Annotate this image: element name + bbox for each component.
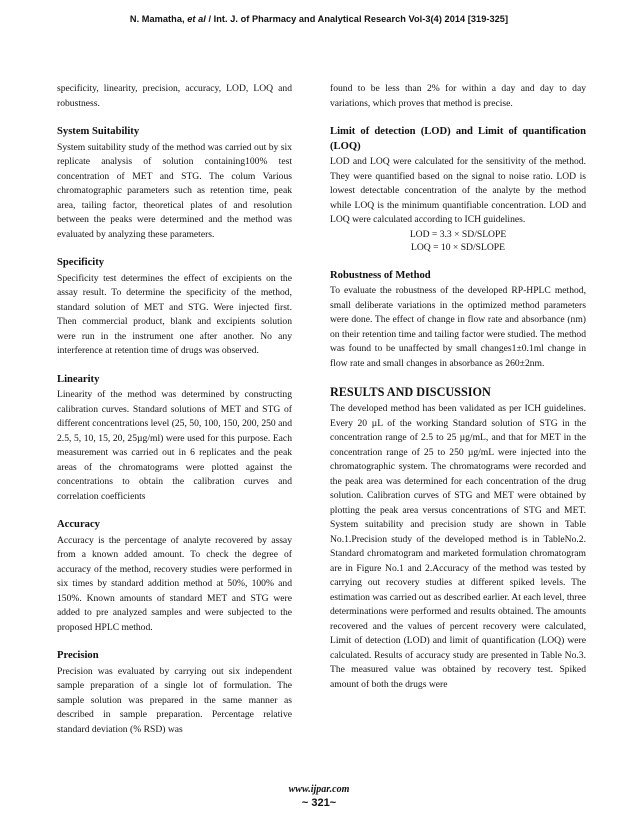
- formula-lod: LOD = 3.3 × SD/SLOPE: [409, 228, 507, 240]
- left-intro-paragraph: specificity, linearity, precision, accuracy, LOD, LOQ and robustness.: [57, 83, 292, 109]
- right-intro-paragraph: found to be less than 2% for within a day and day to day variations, which proves that method is precise.: [330, 83, 586, 109]
- heading-linearity: Linearity: [57, 373, 100, 385]
- paragraph-specificity: Specificity test determines the effect of excipients on the assay result. To determine the specificity of the method, standard solution of MET and STG. Were injected first. Then commercial product, blank and excipients solution were run in the instrument one after another. No any interference at retention time of drugs was observed.: [57, 272, 292, 356]
- paragraph-linearity: Linearity of the method was determined by constructing calibration curves. Standard solutions of MET and STG of different concentrations level (25, 50, 100, 150, 200, 250 and 2.5, 5, 10, 15, 20, 25µg/ml) were used for this purpose. Each measurement was carried out in 6 replicates and the peak areas of the chromatograms were plotted against the concentrations to obtain the calibration curves and correlation coefficients: [57, 389, 292, 502]
- heading-lod-loq: Limit of detection (LOD) and Limit of quantification (LOQ): [330, 126, 586, 152]
- right-column: [330, 82, 586, 692]
- heading-specificity: Specificity: [57, 257, 105, 268]
- paragraph-results-discussion: The developed method has been validated as per ICH guidelines. Every 20 µL of the working Standard solution of STG in the concentration range of 2.5 to 25 µg/mL, and that for MET in the concentration range of 25 to 250 µg/mL were injected into the chromatographic system. The chromatograms were recorded and the peak area was determined for each concentration of the drug solution. Calibration curves of STG and MET were obtained by plotting the peak area versus concentrations of STG and MET. System suitability and precision study are shown in Table No.1.Precision study of the developed method is in TableNo.2. Standard chromatogram and marketed formulation chromatogram are in Figure No.1 and 2.Accuracy of the method was tested by carrying out recovery studies at different spiked levels. The estimation was carried out as described earlier. At each level, three determinations were performed and results obtained. The amounts recovered and the values of percent recovery were calculated, Limit of detection (LOD) and limit of quantification (LOQ) were calculated. Results of accuracy study are presented in Table No.3. The measured value was obtained by recovery test. Spiked amount of both the drugs were: [330, 403, 586, 690]
- heading-precision: Precision: [57, 650, 99, 661]
- paragraph-precision: Precision was evaluated by carrying out six independent sample preparation of a single lot of formulation. The sample solution was prepared in the same manner as described in sample preparation. Percentage relative standard deviation (% RSD) was: [57, 665, 292, 735]
- heading-results-discussion: RESULTS AND DISCUSSION: [330, 385, 491, 399]
- formula-loq: LOQ = 10 × SD/SLOPE: [411, 242, 505, 253]
- page-number: ~ 321~: [301, 797, 337, 809]
- header-journal: / Int. J. of Pharmacy and Analytical Research Vol-3(4) 2014 [319-325]: [205, 14, 509, 24]
- paragraph-system-suitability: System suitability study of the method was carried out by six replicate analysis of solution containing100% test concentration of MET and STG. The colum Various chromatographic parameters such as retention time, peak area, tailing factor, theoretical plates of and resolution between the peaks were determined and the method was evaluated by analyzing these parameters.: [57, 141, 292, 240]
- heading-accuracy: Accuracy: [57, 519, 100, 530]
- running-header: [0, 14, 638, 24]
- footer-website: www.ijpar.com: [288, 784, 350, 795]
- header-etal: et al: [187, 14, 206, 24]
- paragraph-accuracy: Accuracy is the percentage of analyte recovered by assay from a known added amount. To check the degree of accuracy of the method, recovery studies were performed in six times by standard addition method at 50%, 100% and 150%. Known amounts of standard MET and STG were added to pre analyzed samples and were subjected to the proposed HPLC method.: [57, 534, 292, 633]
- heading-system-suitability: System Suitability: [57, 126, 140, 137]
- header-authors: N. Mamatha,: [129, 14, 188, 24]
- heading-robustness: Robustness of Method: [330, 269, 431, 281]
- paragraph-robustness: To evaluate the robustness of the developed RP-HPLC method, small deliberate variations in the optimized method parameters were done. The effect of change in flow rate and absorbance (nm) on their retention time and tailing factor were studied. The method was found to be unaffected by small changes1±0.1ml change in flow rate and small changes in absorbance as 260±2nm.: [330, 285, 586, 369]
- left-column: [57, 82, 292, 737]
- paragraph-lod-loq: LOD and LOQ were calculated for the sensitivity of the method. They were quantified based on the signal to noise ratio. LOD is lowest detectable concentration of the analyte by the method while LOQ is the minimum quantifiable concentration. LOD and LOQ were calculated according to ICH guidelines.: [330, 156, 586, 225]
